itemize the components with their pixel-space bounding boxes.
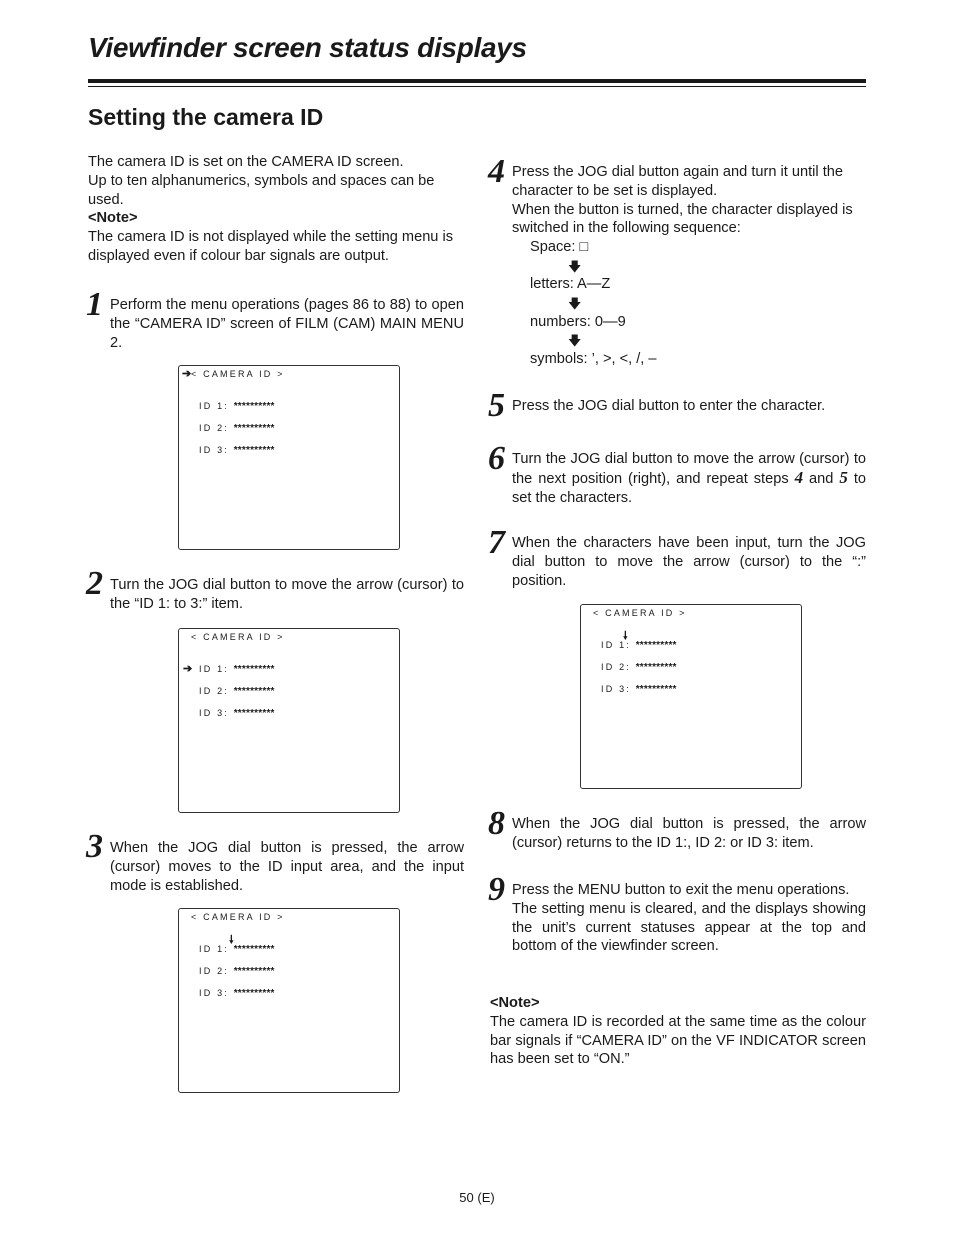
row-stars: ********** <box>635 662 677 673</box>
screen-row-id2 <box>199 966 275 977</box>
row-stars: ********** <box>233 988 275 999</box>
step-7-text: When the characters have been input, turn the JOG dial button to move the arrow (cursor) to the “:” position. <box>512 535 866 589</box>
step-8-text: When the JOG dial button is pressed, the arrow (cursor) returns to the ID 1:, ID 2: or ID 3: item. <box>512 816 866 851</box>
intro-line-2: Up to ten alphanumerics, symbols and spaces can be used. <box>88 172 435 208</box>
screen-row-id2 <box>199 686 275 697</box>
screen-title: < CAMERA ID > <box>191 912 285 922</box>
closing-note-text: The camera ID is recorded at the same time as the colour bar signals if “CAMERA ID” on the VF INDICATOR screen has been set to “ON.” <box>490 1013 866 1068</box>
row-label: ID 1: <box>199 401 230 411</box>
sequence-numbers: numbers: 0—9 <box>530 314 626 330</box>
header-rule-thick <box>88 79 866 83</box>
closing-note <box>490 994 866 1069</box>
step-1-text: Perform the menu operations (pages 86 to 88) to open the “CAMERA ID” screen of FILM (CAM) MAIN MENU 2. <box>110 297 464 351</box>
camera-id-screen-3 <box>178 908 400 1093</box>
step-6-text-b: and <box>809 470 834 487</box>
row-label: ID 1: <box>199 664 230 674</box>
screen-title: < CAMERA ID > <box>191 369 285 379</box>
cursor-down-arrow-icon: 🠗 <box>623 630 628 642</box>
row-label: ID 2: <box>601 662 632 672</box>
row-label: ID 3: <box>199 988 230 998</box>
sequence-space: Space: □ <box>530 239 589 255</box>
sequence-symbols: symbols: ’, >, <, /, – <box>530 351 657 367</box>
step-number-8: 8 <box>488 805 505 842</box>
row-stars: ********** <box>233 944 275 955</box>
row-stars: ********** <box>635 684 677 695</box>
sequence-letters: letters: A—Z <box>530 276 611 292</box>
step-number-6: 6 <box>488 440 505 477</box>
camera-id-screen-4 <box>580 604 802 789</box>
screen-title: < CAMERA ID > <box>191 632 285 642</box>
step-number-5: 5 <box>488 387 505 424</box>
sequence-down-arrow-icon: 🡇 <box>568 259 582 274</box>
screen-row-id1 <box>199 401 275 412</box>
step-9-text-2: The setting menu is cleared, and the displays showing the unit’s current statuses appear at the top and bottom of the viewfinder screen. <box>512 900 866 955</box>
screen-row-id1 <box>199 664 275 675</box>
row-stars: ********** <box>233 708 275 719</box>
row-stars: ********** <box>233 686 275 697</box>
row-label: ID 3: <box>199 445 230 455</box>
screen-row-id2 <box>199 423 275 434</box>
screen-row-id1 <box>601 640 677 651</box>
closing-note-label: <Note> <box>490 995 540 1011</box>
camera-id-screen-2 <box>178 628 400 813</box>
cursor-right-arrow-icon: ➔ <box>182 368 192 380</box>
screen-title: < CAMERA ID > <box>593 608 687 618</box>
step-number-3: 3 <box>86 828 103 865</box>
step-number-4: 4 <box>488 153 505 190</box>
row-label: ID 1: <box>199 944 230 954</box>
section-title: Setting the camera ID <box>88 104 324 130</box>
intro-note-text: The camera ID is not displayed while the setting menu is displayed even if colour bar signals are output. <box>88 229 454 264</box>
step-ref-5: 5 <box>839 467 848 487</box>
screen-row-id3 <box>199 445 275 456</box>
step-ref-4: 4 <box>794 467 804 487</box>
step-3-text: When the JOG dial button is pressed, the arrow (cursor) moves to the ID input area, and the input mode is established. <box>110 840 464 894</box>
row-label: ID 3: <box>601 684 632 694</box>
camera-id-screen-1 <box>178 365 400 550</box>
cursor-down-arrow-icon: 🠗 <box>229 934 234 946</box>
row-stars: ********** <box>635 640 677 651</box>
step-number-1: 1 <box>86 286 103 323</box>
step-number-7: 7 <box>488 524 505 561</box>
step-6-text-c: to set the characters. <box>512 470 866 506</box>
step-9-text <box>512 881 866 956</box>
sequence-down-arrow-icon: 🡇 <box>568 296 582 311</box>
step-5-text: Press the JOG dial button to enter the character. <box>512 398 826 414</box>
row-stars: ********** <box>233 664 275 675</box>
screen-row-id3 <box>199 708 275 719</box>
screen-row-id1 <box>199 944 275 955</box>
screen-row-id3 <box>199 988 275 999</box>
step-6-text-a: Turn the JOG dial button to move the arrow (cursor) to the next position (right), and repeat steps <box>512 451 866 487</box>
cursor-right-arrow-icon: ➔ <box>183 663 193 675</box>
intro-line-1: The camera ID is set on the CAMERA ID screen. <box>88 154 404 170</box>
row-stars: ********** <box>233 401 275 412</box>
step-4-text-2: When the button is turned, the character displayed is switched in the following sequence: <box>512 201 853 237</box>
step-number-9: 9 <box>488 871 505 908</box>
step-2-text: Turn the JOG dial button to move the arrow (cursor) to the “ID 1: to 3:” item. <box>110 577 464 612</box>
page-number: 50 (E) <box>459 1190 495 1205</box>
step-4-text-1: Press the JOG dial button again and turn it until the character to be set is displayed. <box>512 164 843 199</box>
step-4-text <box>512 163 866 238</box>
row-label: ID 1: <box>601 640 632 650</box>
step-number-2: 2 <box>86 565 103 602</box>
screen-row-id3 <box>601 684 677 695</box>
row-label: ID 3: <box>199 708 230 718</box>
step-9-text-1: Press the MENU button to exit the menu operations. <box>512 882 850 898</box>
screen-row-id2 <box>601 662 677 673</box>
row-label: ID 2: <box>199 686 230 696</box>
intro-note-label: <Note> <box>88 210 138 227</box>
row-stars: ********** <box>233 423 275 434</box>
sequence-down-arrow-icon: 🡇 <box>568 333 582 348</box>
row-label: ID 2: <box>199 423 230 433</box>
step-6-text <box>512 450 866 507</box>
row-stars: ********** <box>233 966 275 977</box>
row-label: ID 2: <box>199 966 230 976</box>
intro-block <box>88 153 464 266</box>
row-stars: ********** <box>233 445 275 456</box>
page-header-title: Viewfinder screen status displays <box>88 32 527 63</box>
header-rule-thin <box>88 86 866 87</box>
